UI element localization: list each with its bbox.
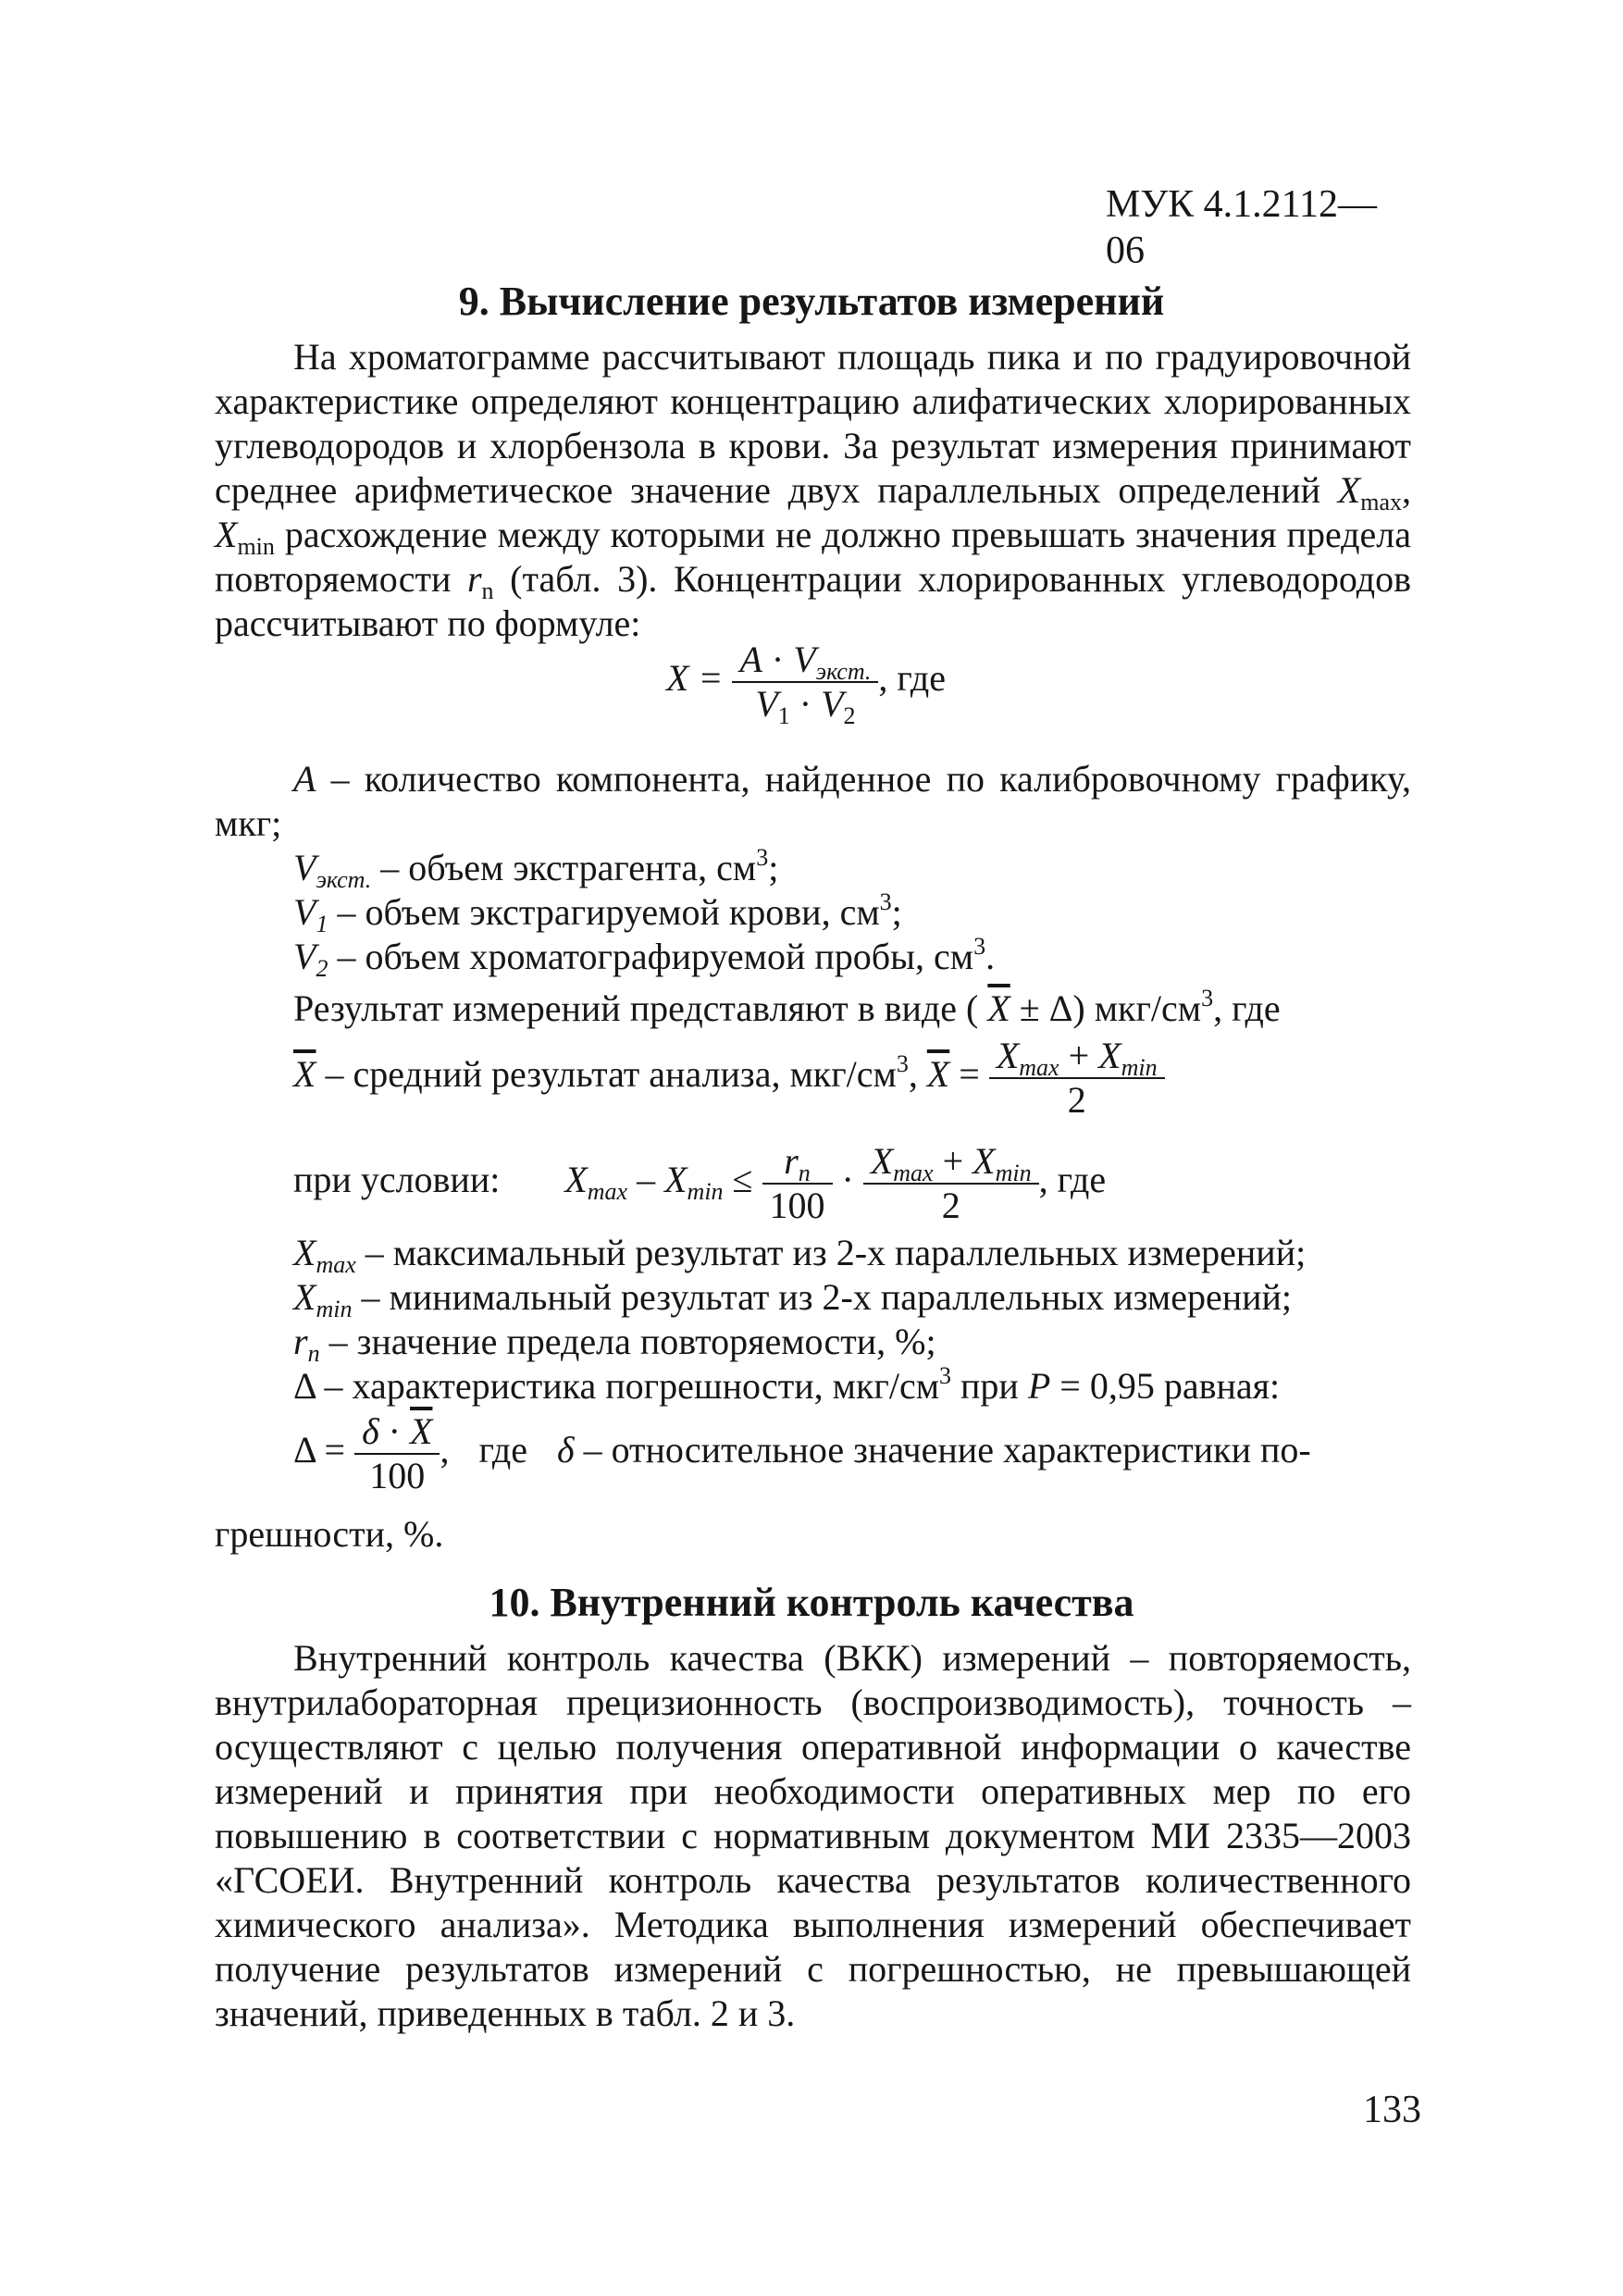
formula-concentration: X = $\frac{A \cdot V_{экст.}}{V_1 \cdot V_2}$ , где bbox=[666, 639, 946, 729]
formula-mean-result: $\overline{X}$ – средний результат анализа, мкг/$см^3$, $\overline{X}$ = $\frac{X_{max} + X_{min}}{2}$ bbox=[293, 1035, 1165, 1122]
formula-condition: при условии: $X_{max} - X_{min}$ ≤ $\frac{r_n}{100}$ · $\frac{X_{max} + X_{min}}{2}$ , где bbox=[293, 1140, 1107, 1226]
formula-delta: Δ = $\frac{\delta \cdot \overline{X}}{100}$ , где δ – относительное значение характеристики по- bbox=[293, 1410, 1311, 1496]
definition-xmin: $X_{min}$ – минимальный результат из 2-х параллельных измерений; bbox=[293, 1276, 1293, 1322]
definition-a: A – количество компонента, найденное по калибровочному графику, мкг; bbox=[215, 758, 1411, 844]
section-10-body: Внутренний контроль качества (ВКК) измерений – повторяемость, внутрилабораторная прецизионность (воспроизводимость), точность – осуществляют с целью получения оперативной информации о качестве измерений и принятия при необходимости оперативных мер по его повышению в соответствии с нормативным документом МИ 2335—2003 «ГСОЕИ. Внутренний контроль качества результатов количественного химического анализа». Методика выполнения измерений обеспечивает получение результатов измерений с погрешностью, не превышающей значений, приведенных в табл. 2 и 3. bbox=[215, 1637, 1411, 2034]
definition-rn: $r_n$ – значение предела повторяемости, %; bbox=[293, 1321, 936, 1367]
delta-continuation: грешности, %. bbox=[215, 1513, 444, 1555]
section-9-title: 9. Вычисление результатов измерений bbox=[458, 279, 1165, 324]
document-code: МУК 4.1.2112—06 bbox=[1106, 183, 1378, 272]
definition-v2: $V_2$ – объем хроматографируемой пробы, $см^3$. bbox=[293, 933, 996, 982]
definition-delta: Δ – характеристика погрешности, мкг/$см^3$ при P = 0,95 равная: bbox=[293, 1362, 1281, 1407]
definition-xmax: $X_{max}$ – максимальный результат из 2-х параллельных измерений; bbox=[293, 1232, 1307, 1278]
page-number: 133 bbox=[1363, 2089, 1421, 2131]
section-9-intro: На хроматограмме рассчитывают площадь пика и по градуировочной характеристике определяют концентрацию алифатических хлорированных углеводородов и хлорбензола в крови. За результат измерения принимают среднее арифметическое значение двух параллельных определений $X_{max}$, $X_{min}$ расхождение между которыми не должно превышать значения предела повторяемости $r_n$ (табл. 3). Концентрации хлорированных углеводородов рассчитывают по формуле: bbox=[215, 336, 1412, 644]
result-form-line: Результат измерений представляют в виде ( $\overline{X} \pm \Delta$) мкг/$см^3$, где bbox=[293, 985, 1281, 1029]
definition-v-extragent: $V_{экст.}$ – объем экстрагента, $см^3$; bbox=[293, 844, 779, 893]
section-10-title: 10. Внутренний контроль качества bbox=[489, 1580, 1134, 1625]
definition-v1: $V_1$ – объем экстрагируемой крови, $см^3$; bbox=[293, 888, 902, 937]
